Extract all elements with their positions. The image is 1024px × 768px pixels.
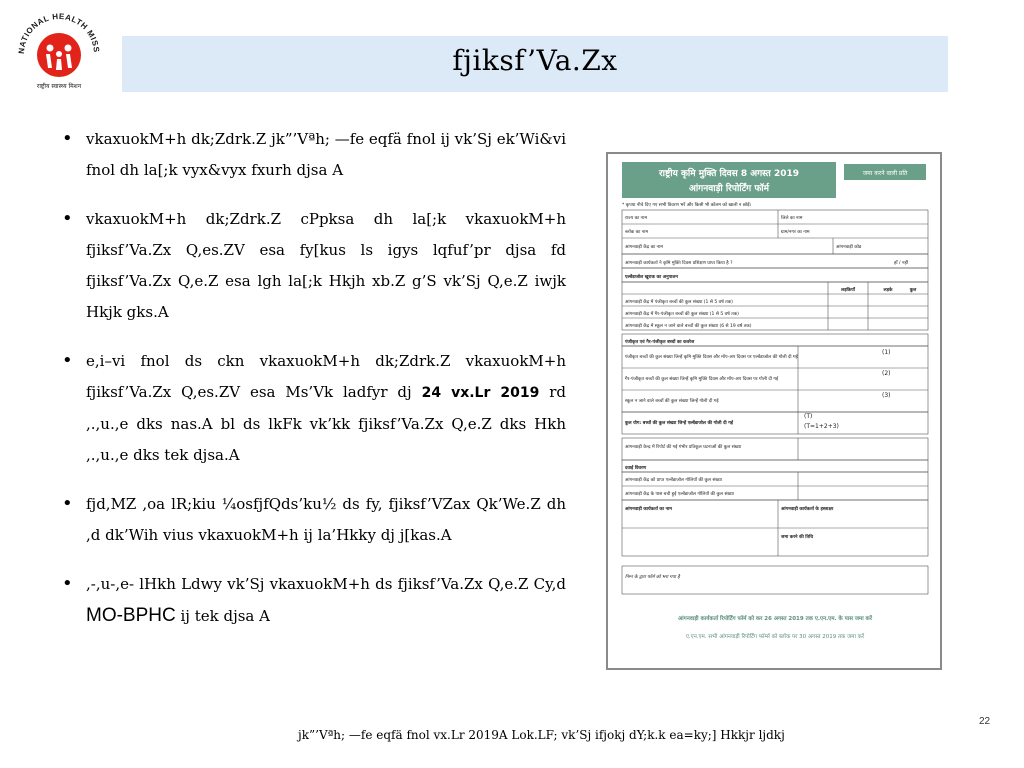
form-total-row: कुल योग: बच्चों की कुल संख्या जिन्हें एल्बेंडाजोल की गोली दी गई	[625, 421, 734, 426]
bullet-dot-icon: •	[62, 128, 73, 149]
page-number: 22	[979, 716, 991, 727]
logo-tagline: राष्ट्रीय स्वास्थ्य मिशन	[36, 83, 82, 90]
bullet-dot-icon: •	[62, 208, 73, 229]
form-training-question: आंगनवाड़ी कार्यकर्ता ने कृमि मुक्ति दिवस प्रशिक्षण प्राप्त किया है ?	[625, 261, 733, 266]
bullet-item	[62, 569, 566, 632]
form-row: आंगनवाड़ी केंद्र में गैर-पंजीकृत बच्चों की कुल संख्या (1 से 5 वर्ष तक)	[625, 312, 739, 317]
form-row: आंगनवाड़ी केंद्र में पंजीकृत बच्चों की कुल संख्या (1 से 5 वर्ष तक)	[625, 300, 733, 305]
form-title-line1: राष्ट्रीय कृमि मुक्ति दिवस 8 अगस्त 2019	[659, 169, 799, 179]
bullet-text: e,i–vi fnol ds ckn vkaxuokM+h dk;Zdrk.Z vkaxuokM+h fjiksf’Va.Zx Q,es.ZV esa Ms’Vk ladfyr dj	[86, 352, 566, 401]
bullet-item	[62, 204, 566, 328]
form-coverage-row: स्कूल न जाने वाले बच्चों की कुल संख्या जिन्हें गोली दी गई	[625, 399, 719, 404]
bullet-item	[62, 346, 566, 471]
form-col-boys: लड़के	[883, 288, 893, 293]
form-col-total: कुल	[909, 288, 917, 293]
bullet-list	[62, 124, 566, 650]
bullet-dot-icon: •	[62, 493, 73, 514]
form-field-anganwadi-name: आंगनवाड़ी केंद्र का नाम	[625, 245, 663, 250]
form-field-state: राज्य का नाम	[625, 216, 648, 221]
form-field-anganwadi-code: आंगनवाड़ी कोड	[836, 245, 862, 250]
national-health-mission-logo	[14, 8, 104, 98]
bullet-dot-icon: •	[62, 350, 73, 371]
bullet-text: ,-,u-,e- lHkh Ldwy vk’Sj vkaxuokM+h ds fjiksf’Va.Zx Q,e.Z Cy,d	[86, 575, 566, 593]
form-yes-no: हाँ / नहीं	[894, 261, 908, 266]
bullet-text: vkaxuokM+h dk;Zdrk.Z cPpksa dh la[;k vkaxuokM+h fjiksf’Va.Zx Q,es.ZV esa fy[kus ls igys lqfuf’pr djsa fd fjiksf’Va.Zx Q,e.Z esa lgh la[;k Hkjh xb.Z g’S vk’Sj Q,e.Z iwjk Hkjk gks.A	[86, 210, 566, 321]
form-field-village: ग्राम/नगर का नाम	[781, 230, 810, 235]
form-section-coverage: पंजीकृत एवं गैर-पंजीकृत बच्चों का कवरेज	[625, 340, 695, 345]
form-coverage-row: पंजीकृत बच्चों की कुल संख्या जिन्हें कृमि मुक्ति दिवस और मॉप-अप दिवस पर एल्बेंडाजोल की गोली दी गई	[625, 355, 798, 360]
form-stock-row: आंगनवाड़ी केंद्र को प्राप्त एल्बेंडाजोल गोलियों की कुल संख्या	[625, 478, 722, 483]
slide-title: fjiksf’Va.Zx	[452, 44, 618, 77]
form-worker-name: आंगनवाड़ी कार्यकर्ता का नाम	[625, 507, 672, 512]
form-section-tablets: एल्बेंडाजोल खुराक का अनुपालन	[625, 275, 678, 280]
form-mark-2: (2)	[882, 370, 891, 377]
bullet-office: MO-BPHC	[86, 605, 176, 626]
form-mark-sum: (T=1+2+3)	[804, 423, 839, 430]
form-instruction: * कृपया नीचे दिए गए सभी विवरण भरें और किसी भी कॉलम को खाली न छोड़ें।	[622, 203, 752, 208]
form-footer-line2: ए.एन.एम. सभी आंगनवाड़ी रिपोर्टिंग फॉर्म्स को ब्लॉक पर 30 अगस्त 2019 तक जमा करें	[685, 634, 865, 640]
bullet-item	[62, 124, 566, 186]
form-signature-date: जमा करने की तिथि	[781, 535, 814, 540]
form-field-block: ब्लॉक का नाम	[625, 230, 649, 235]
form-signature-worker: आंगनवाड़ी कार्यकर्ता के हस्ताक्षर	[781, 507, 834, 512]
form-field-district: जिले का नाम	[781, 216, 803, 221]
bullet-text: rd ,.,u.,e dks nas.A bl ds lkFk vk’kk fjiksf’Va.Zx Q,e.Z dks Hkh ,.,u.,e dks tek djsa.A	[86, 383, 567, 464]
form-tag: जमा करने वाली प्रति	[862, 170, 908, 177]
form-coverage-row: गैर-पंजीकृत बच्चों की कुल संख्या जिन्हें कृमि मुक्ति दिवस और मॉप-अप दिवस पर गोली दी गई	[625, 377, 779, 382]
form-stock-row: आंगनवाड़ी केंद्र के पास बची हुई एल्बेंडाजोल गोलियों की कुल संख्या	[625, 492, 734, 497]
bullet-text: ij tek djsa A	[175, 607, 270, 625]
bullet-text: vkaxuokM+h dk;Zdrk.Z jk”’Vªh; —fe eqfä fnol ij vk’Sj ek’Wi&vi fnol dh la[;k vyx&vyx fxurh djsa A	[86, 130, 567, 179]
form-title-line2: आंगनवाड़ी रिपोर्टिंग फॉर्म	[688, 184, 770, 194]
title-bar	[122, 36, 948, 92]
logo-arc-text: NATIONAL HEALTH MISS	[16, 11, 102, 55]
form-submit-line: निम्न के द्वारा फॉर्म को भरा गया है	[625, 575, 680, 580]
reporting-form-image	[606, 152, 942, 670]
form-footer-line1: आंगनवाड़ी कार्यकर्ता रिपोर्टिंग फॉर्म को कर 26 अगस्त 2019 तक ए.एन.एम. के पास जमा करें	[677, 616, 873, 622]
form-adverse-row: आंगनवाड़ी केन्द्र में रिपोर्ट की गई गंभीर प्रतिकूल घटनाओं की कुल संख्या	[625, 445, 742, 450]
form-section-stock: दवाई विवरण	[625, 466, 647, 471]
slide-footer: jk”’Vªh; —fe eqfä fnol vx.Lr 2019A Lok.LF; vk’Sj ifjokj dY;k.k ea=ky;] Hkkjr ljdkj	[298, 728, 785, 742]
form-mark-1: (1)	[882, 349, 891, 356]
form-row: आंगनवाड़ी केंद्र में स्कूल न जाने वाले बच्चों की कुल संख्या (6 से 19 वर्ष तक)	[625, 324, 752, 329]
form-mark-3: (3)	[882, 392, 891, 399]
form-col-girls: लड़कियाँ	[841, 288, 855, 293]
bullet-text: fjd,MZ ,oa lR;kiu ¼osfjfQds’ku½ ds fy, fjiksf’VZax Qk’We.Z dh ,d dk’Wih vius vkaxuokM+h ij la’Hkky dj j[kas.A	[86, 495, 566, 544]
form-mark-t: (T)	[804, 413, 813, 420]
bullet-dot-icon: •	[62, 573, 73, 594]
bullet-date: 24 vx.Lr 2019	[421, 385, 540, 401]
bullet-item	[62, 489, 566, 551]
